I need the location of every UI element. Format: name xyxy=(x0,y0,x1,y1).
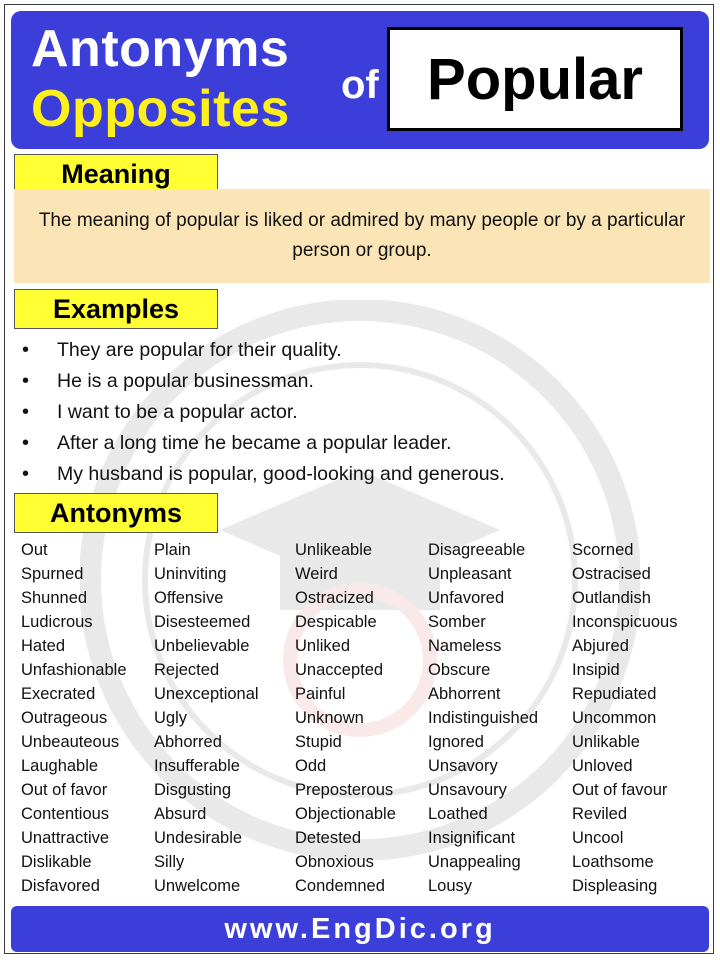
list-item: • They are popular for their quality. xyxy=(0,335,505,366)
antonym-word: Out of favor xyxy=(21,781,108,799)
antonym-word: Nameless xyxy=(428,637,502,655)
antonym-column-3 xyxy=(295,538,396,898)
antonym-word: Ostracised xyxy=(572,565,651,583)
antonym-word: Odd xyxy=(295,757,327,775)
antonym-word: Unlikable xyxy=(572,733,640,751)
antonym-word: Unbeauteous xyxy=(21,733,120,751)
header-connector: of xyxy=(341,63,379,107)
antonym-word: Unloved xyxy=(572,757,633,775)
antonym-word: Condemned xyxy=(295,877,385,895)
antonym-word: Out of favour xyxy=(572,781,668,799)
antonym-word: Somber xyxy=(428,613,486,631)
antonym-word: Contentious xyxy=(21,805,110,823)
antonym-word: Disesteemed xyxy=(154,613,251,631)
antonym-word: Unappealing xyxy=(428,853,521,871)
antonym-word: Unknown xyxy=(295,709,364,727)
antonym-word: Obnoxious xyxy=(295,853,374,871)
bullet-icon: • xyxy=(22,370,30,392)
header-banner xyxy=(11,11,709,149)
antonym-word: Uncommon xyxy=(572,709,657,727)
antonym-word: Unfashionable xyxy=(21,661,127,679)
list-item: • After a long time he became a popular leader. xyxy=(0,428,505,459)
antonym-column-5 xyxy=(572,538,678,898)
antonym-word: Undesirable xyxy=(154,829,243,847)
antonym-word: Uninviting xyxy=(154,565,227,583)
antonym-word: Unlikeable xyxy=(295,541,373,559)
footer-website[interactable]: www.EngDic.org xyxy=(11,906,709,952)
antonym-word: Ludicrous xyxy=(21,613,93,631)
antonym-word: Hated xyxy=(21,637,66,655)
antonym-word: Objectionable xyxy=(295,805,396,823)
antonym-word: Ugly xyxy=(154,709,188,727)
antonym-word: Offensive xyxy=(154,589,224,607)
antonym-word: Insufferable xyxy=(154,757,240,775)
antonym-word: Reviled xyxy=(572,805,628,823)
antonym-word: Absurd xyxy=(154,805,207,823)
antonyms-label: Antonyms xyxy=(14,493,218,533)
antonym-word: Outlandish xyxy=(572,589,651,607)
antonym-word: Lousy xyxy=(428,877,473,895)
antonym-word: Unexceptional xyxy=(154,685,259,703)
antonym-word: Repudiated xyxy=(572,685,657,703)
bullet-icon: • xyxy=(22,463,30,485)
antonym-word: Rejected xyxy=(154,661,220,679)
antonym-word: Displeasing xyxy=(572,877,658,895)
antonym-word: Unbelievable xyxy=(154,637,250,655)
list-item: • I want to be a popular actor. xyxy=(0,397,505,428)
antonym-word: Silly xyxy=(154,853,185,871)
list-item: • My husband is popular, good-looking and generous. xyxy=(0,459,505,490)
bullet-icon: • xyxy=(22,339,30,361)
antonym-column-1 xyxy=(21,538,127,898)
antonym-word: Dislikable xyxy=(21,853,92,871)
antonym-word: Insipid xyxy=(572,661,620,679)
antonym-word: Shunned xyxy=(21,589,88,607)
antonym-word: Inconspicuous xyxy=(572,613,678,631)
meaning-text: The meaning of popular is liked or admired by many people or by a particular person or group. xyxy=(14,189,710,283)
antonym-word: Ostracized xyxy=(295,589,374,607)
antonym-word: Abjured xyxy=(572,637,629,655)
antonym-word: Outrageous xyxy=(21,709,108,727)
header-title-antonyms: Antonyms xyxy=(31,20,290,78)
antonym-word: Obscure xyxy=(428,661,491,679)
antonym-word: Unattractive xyxy=(21,829,110,847)
meaning-label: Meaning xyxy=(14,154,218,194)
antonym-word: Unwelcome xyxy=(154,877,241,895)
bullet-icon: • xyxy=(22,401,30,423)
antonym-word: Unsavoury xyxy=(428,781,507,799)
examples-list xyxy=(0,335,505,490)
antonym-word: Detested xyxy=(295,829,362,847)
examples-label: Examples xyxy=(14,289,218,329)
antonym-word: Plain xyxy=(154,541,191,559)
antonym-word: Disfavored xyxy=(21,877,100,895)
antonym-word: Unsavory xyxy=(428,757,498,775)
antonym-word: Unaccepted xyxy=(295,661,384,679)
antonym-word: Loathsome xyxy=(572,853,654,871)
list-item: • He is a popular businessman. xyxy=(0,366,505,397)
antonym-word: Ignored xyxy=(428,733,484,751)
antonym-word: Unliked xyxy=(295,637,351,655)
antonym-word: Abhorrent xyxy=(428,685,501,703)
header-keyword: Popular xyxy=(387,27,683,131)
antonym-word: Unfavored xyxy=(428,589,505,607)
antonym-word: Execrated xyxy=(21,685,96,703)
antonym-word: Painful xyxy=(295,685,346,703)
antonym-word: Loathed xyxy=(428,805,488,823)
antonym-word: Spurned xyxy=(21,565,84,583)
antonym-word: Indistinguished xyxy=(428,709,539,727)
antonym-word: Stupid xyxy=(295,733,342,751)
antonym-word: Insignificant xyxy=(428,829,516,847)
antonym-word: Despicable xyxy=(295,613,377,631)
bullet-icon: • xyxy=(22,432,30,454)
antonym-word: Disagreeable xyxy=(428,541,526,559)
antonym-column-2 xyxy=(154,538,259,898)
antonym-word: Disgusting xyxy=(154,781,232,799)
antonym-word: Uncool xyxy=(572,829,624,847)
antonym-column-4 xyxy=(428,538,538,898)
antonym-word: Preposterous xyxy=(295,781,394,799)
antonym-word: Scorned xyxy=(572,541,634,559)
antonym-word: Weird xyxy=(295,565,338,583)
antonym-word: Unpleasant xyxy=(428,565,512,583)
header-title-opposites: Opposites xyxy=(31,80,290,138)
antonym-word: Out xyxy=(21,541,48,559)
antonym-word: Laughable xyxy=(21,757,99,775)
antonym-word: Abhorred xyxy=(154,733,222,751)
